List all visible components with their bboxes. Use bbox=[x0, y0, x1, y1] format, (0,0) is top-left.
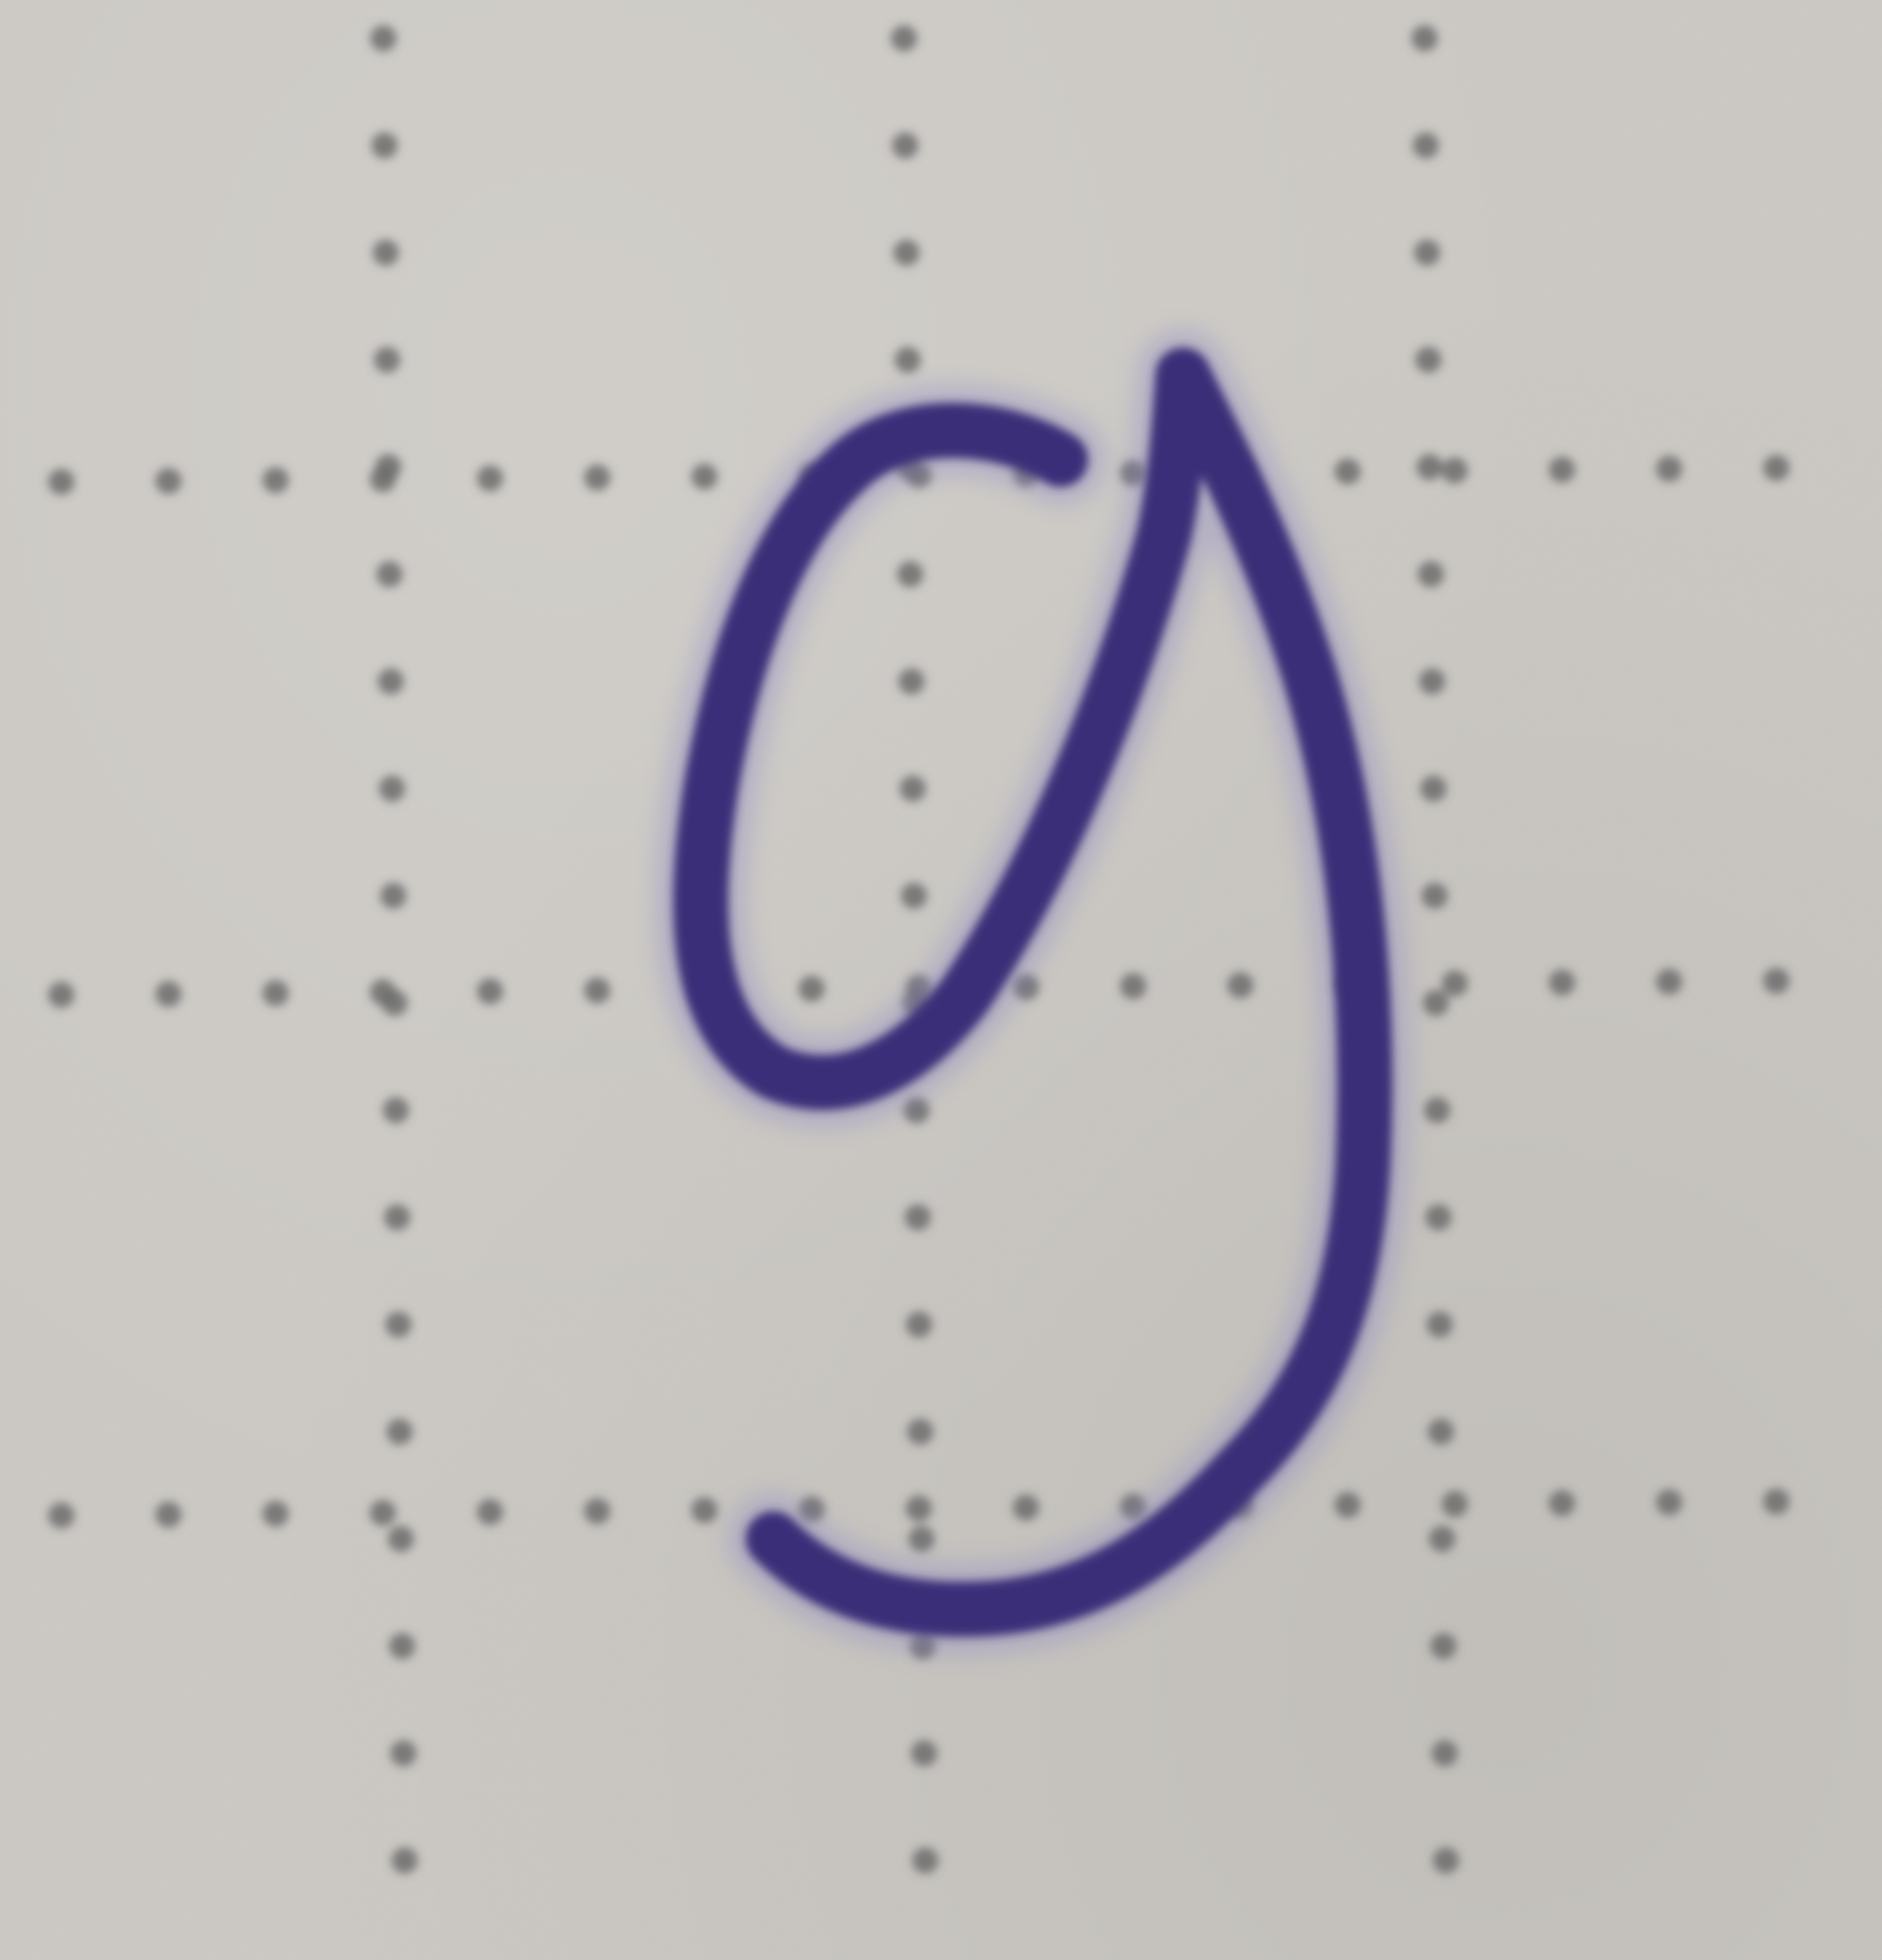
grid-dot-vertical bbox=[1424, 1097, 1450, 1123]
grid-dot-horizontal bbox=[1442, 1491, 1468, 1517]
grid-dot-horizontal bbox=[370, 466, 396, 492]
grid-dot-vertical bbox=[1419, 668, 1445, 694]
grid-dot-vertical bbox=[912, 1847, 938, 1873]
grid-dot-vertical bbox=[900, 776, 926, 802]
grid-dot-horizontal bbox=[1549, 456, 1575, 482]
grid-dot-vertical bbox=[1422, 883, 1448, 909]
grid-dot-horizontal bbox=[1335, 459, 1361, 485]
grid-dot-vertical bbox=[901, 883, 927, 909]
grid-dot-vertical bbox=[895, 347, 921, 373]
grid-dot-vertical bbox=[905, 1204, 931, 1230]
grid-dot-vertical bbox=[373, 240, 399, 266]
grid-dot-horizontal bbox=[1442, 971, 1468, 997]
grid-dot-horizontal bbox=[1656, 969, 1682, 995]
grid-dot-horizontal bbox=[477, 978, 503, 1004]
grid-dot-horizontal bbox=[1549, 1490, 1575, 1516]
grid-dot-vertical bbox=[892, 132, 918, 158]
grid-dot-vertical bbox=[385, 1312, 411, 1338]
grid-dot-vertical bbox=[371, 25, 397, 51]
grid-dot-horizontal bbox=[1656, 456, 1682, 482]
grid-dot-vertical bbox=[1412, 25, 1438, 51]
grid-dot-vertical bbox=[1414, 240, 1440, 266]
grid-dot-horizontal bbox=[1013, 1494, 1039, 1521]
grid-dot-horizontal bbox=[370, 1500, 396, 1526]
grid-dot-horizontal bbox=[1335, 1492, 1361, 1518]
grid-dot-vertical bbox=[898, 668, 924, 694]
grid-dot-horizontal bbox=[263, 980, 289, 1006]
grid-dot-vertical bbox=[906, 1312, 932, 1338]
grid-dot-vertical bbox=[388, 1526, 414, 1552]
grid-dot-vertical bbox=[1426, 1204, 1452, 1230]
grid-dot-vertical bbox=[383, 1097, 409, 1123]
grid-dot-vertical bbox=[1413, 132, 1439, 158]
grid-dot-horizontal bbox=[1549, 969, 1575, 995]
grid-dot-horizontal bbox=[1763, 455, 1789, 481]
grid-dot-vertical bbox=[371, 132, 397, 158]
grid-dot-vertical bbox=[384, 1204, 410, 1230]
grid-dot-vertical bbox=[891, 25, 917, 51]
grid-dot-horizontal bbox=[691, 464, 717, 490]
grid-dot-vertical bbox=[1418, 561, 1444, 587]
grid-dot-horizontal bbox=[155, 981, 181, 1007]
grid-dot-horizontal bbox=[584, 1498, 610, 1524]
grid-dot-vertical bbox=[387, 1419, 413, 1445]
grid-dot-vertical bbox=[911, 1740, 937, 1766]
grid-dot-vertical bbox=[1430, 1633, 1456, 1659]
grid-dot-vertical bbox=[1423, 990, 1449, 1016]
grid-dot-horizontal bbox=[1120, 973, 1146, 999]
grid-dot-vertical bbox=[374, 347, 400, 373]
grid-dot-horizontal bbox=[477, 466, 503, 492]
grid-dot-horizontal bbox=[799, 975, 825, 1001]
grid-dot-vertical bbox=[381, 883, 407, 909]
grid-dot-horizontal bbox=[1227, 972, 1253, 998]
grid-dot-vertical bbox=[909, 1526, 935, 1552]
grid-dot-vertical bbox=[390, 1740, 417, 1766]
grid-dot-vertical bbox=[379, 776, 405, 802]
grid-dot-vertical bbox=[1429, 1526, 1456, 1552]
grid-dot-vertical bbox=[1416, 454, 1443, 480]
grid-dot-vertical bbox=[897, 561, 923, 587]
grid-dot-vertical bbox=[391, 1847, 417, 1873]
grid-dot-horizontal bbox=[155, 468, 181, 494]
grid-dot-horizontal bbox=[263, 1501, 289, 1527]
grid-dot-vertical bbox=[894, 240, 920, 266]
grid-dot-vertical bbox=[377, 668, 404, 694]
grid-dot-horizontal bbox=[1442, 458, 1468, 484]
grid-dot-horizontal bbox=[155, 1501, 181, 1527]
grid-dot-vertical bbox=[1420, 776, 1446, 802]
grid-dot-vertical bbox=[389, 1633, 415, 1659]
grid-dot-vertical bbox=[1426, 1312, 1452, 1338]
grid-dot-horizontal bbox=[263, 467, 289, 493]
grid-dot-horizontal bbox=[370, 979, 396, 1005]
grid-dot-horizontal bbox=[48, 469, 74, 495]
grid-dot-horizontal bbox=[584, 978, 610, 1004]
grid-dot-vertical bbox=[1416, 347, 1442, 373]
grid-dot-horizontal bbox=[1656, 1489, 1682, 1515]
grid-dot-vertical bbox=[377, 561, 403, 587]
grid-dot-horizontal bbox=[48, 982, 74, 1008]
grid-dot-horizontal bbox=[1763, 1488, 1789, 1514]
grid-dot-horizontal bbox=[584, 465, 610, 491]
grid-dot-horizontal bbox=[691, 1498, 717, 1524]
grid-dot-horizontal bbox=[477, 1499, 503, 1525]
grid-dot-horizontal bbox=[906, 1495, 932, 1521]
grid-dot-horizontal bbox=[1763, 968, 1789, 994]
grid-dot-vertical bbox=[1433, 1847, 1459, 1873]
grid-dot-horizontal bbox=[48, 1502, 74, 1528]
grid-dot-vertical bbox=[1432, 1740, 1458, 1766]
grid-dot-vertical bbox=[907, 1419, 933, 1445]
grid-dot-vertical bbox=[1428, 1419, 1454, 1445]
